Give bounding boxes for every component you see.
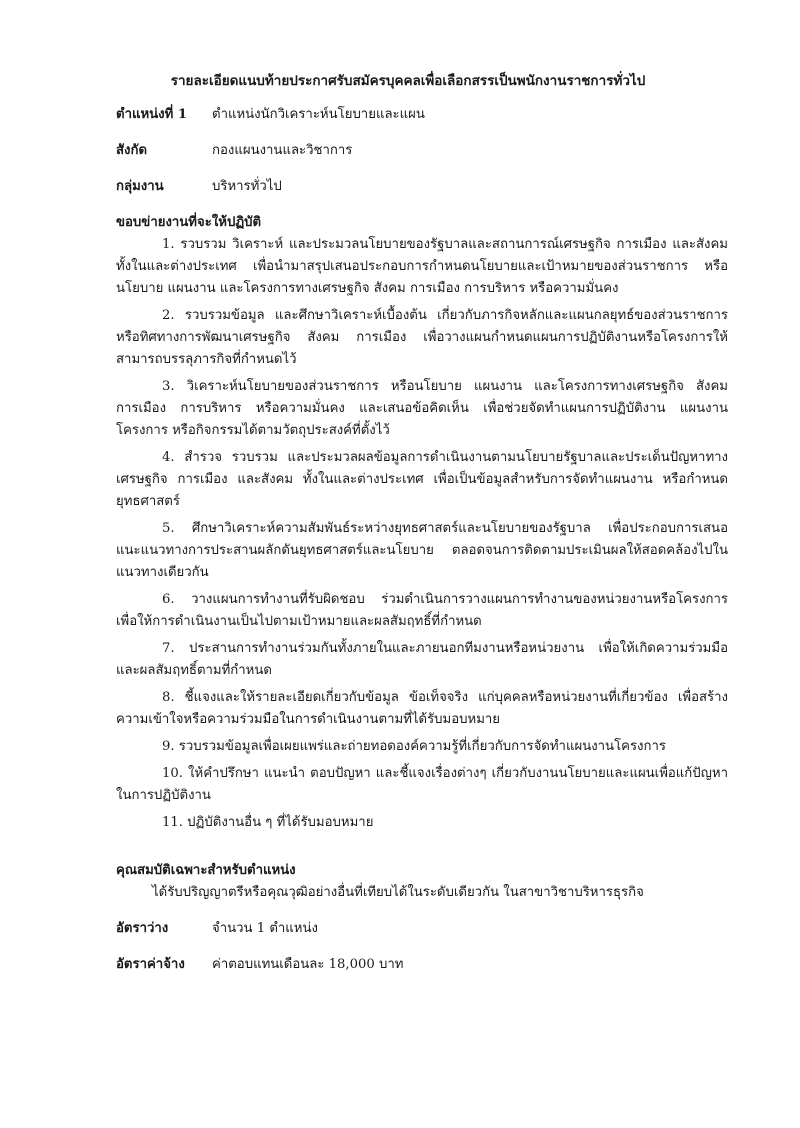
- document-title: รายละเอียดแนบท้ายประกาศรับสมัครบุคคลเพื่อเลือกสรรเป็นพนักงานราชการทั่วไป: [170, 73, 646, 89]
- duty-item: 6. วางแผนการทำงานที่รับผิดชอบ ร่วมดำเนินการวางแผนการทำงานของหน่วยงานหรือโครงการ เพื่อให้การดำเนินงานเป็นไปตามเป้าหมายและผลสัมฤทธิ์ที่กำหนด: [116, 592, 728, 629]
- duty-item: 11. ปฏิบัติงานอื่น ๆ ที่ได้รับมอบหมาย: [162, 815, 374, 830]
- group-label: กลุ่มงาน: [116, 179, 164, 194]
- qualification-heading: คุณสมบัติเฉพาะสำหรับตำแหน่ง: [116, 863, 296, 878]
- wage-label: อัตราค่าจ้าง: [116, 957, 185, 972]
- wage-value: ค่าตอบแทนเดือนละ 18,000 บาท: [212, 957, 404, 972]
- group-row: [116, 176, 728, 198]
- affiliation-label: สังกัด: [116, 143, 148, 158]
- duty-item: 7. ประสานการทำงานร่วมกันทั้งภายในและภายนอกทีมงานหรือหน่วยงาน เพื่อให้เกิดความร่วมมือและผลสัมฤทธิ์ตามที่กำหนด: [116, 641, 728, 678]
- duty-item: 1. รวบรวม วิเคราะห์ และประมวลนโยบายของรัฐบาลและสถานการณ์เศรษฐกิจ การเมือง และสังคม ทั้งในและต่างประเทศ เพื่อนำมาสรุปเสนอประกอบการกำหนดนโยบายและเป้าหมายของส่วนราชการ หรือนโยบาย แผนงาน และโครงการทางเศรษฐกิจ สังคม การเมือง การบริหาร หรือความมั่นคง: [116, 237, 728, 296]
- position-value: ตำแหน่งนักวิเคราะห์นโยบายและแผน: [212, 107, 425, 122]
- vacancy-label: อัตราว่าง: [116, 921, 169, 936]
- duty-item: 8. ชี้แจงและให้รายละเอียดเกี่ยวกับข้อมูล ข้อเท็จจริง แก่บุคคลหรือหน่วยงานที่เกี่ยวข้อง เพื่อสร้างความเข้าใจหรือความร่วมมือในการดำเนินงานตามที่ได้รับมอบหมาย: [116, 690, 728, 727]
- vacancy-value: จำนวน 1 ตำแหน่ง: [212, 921, 318, 936]
- position-row: [116, 104, 728, 126]
- qualification-text: ได้รับปริญญาตรีหรือคุณวุฒิอย่างอื่นที่เทียบได้ในระดับเดียวกัน ในสาขาวิชาบริหารธุรกิจ: [152, 885, 644, 900]
- duty-item: 5. ศึกษาวิเคราะห์ความสัมพันธ์ระหว่างยุทธศาสตร์และนโยบายของรัฐบาล เพื่อประกอบการเสนอแนะแนวทางการประสานผลักดันยุทธศาสตร์และนโยบาย ตลอดจนการติดตามประเมินผลให้สอดคล้องไปในแนวทางเดียวกัน: [116, 521, 728, 580]
- duties-list: [116, 234, 728, 834]
- duties-heading: ขอบข่ายงานที่จะให้ปฏิบัติ: [116, 215, 262, 230]
- duty-item: 9. รวบรวมข้อมูลเพื่อเผยแพร่และถ่ายทอดองค์ความรู้ที่เกี่ยวกับการจัดทำแผนงานโครงการ: [162, 739, 666, 754]
- group-value: บริหารทั่วไป: [212, 179, 282, 194]
- duty-item: 4. สำรวจ รวบรวม และประมวลผลข้อมูลการดำเนินงานตามนโยบายรัฐบาลและประเด็นปัญหาทางเศรษฐกิจ การเมือง และสังคม ทั้งในและต่างประเทศ เพื่อเป็นข้อมูลสำหรับการจัดทำแผนงาน หรือกำหนดยุทธศาสตร์: [116, 450, 728, 509]
- affiliation-value: กองแผนงานและวิชาการ: [212, 143, 353, 158]
- affiliation-row: [116, 140, 728, 162]
- duty-item: 10. ให้คำปรึกษา แนะนำ ตอบปัญหา และชี้แจงเรื่องต่างๆ เกี่ยวกับงานนโยบายและแผนเพื่อแก้ปัญหาในการปฏิบัติงาน: [116, 766, 728, 803]
- duty-item: 3. วิเคราะห์นโยบายของส่วนราชการ หรือนโยบาย แผนงาน และโครงการทางเศรษฐกิจ สังคม การเมือง การบริหาร หรือความมั่นคง และเสนอข้อคิดเห็น เพื่อช่วยจัดทำแผนการปฏิบัติงาน แผนงาน โครงการ หรือกิจกรรมได้ตามวัตถุประสงค์ที่ตั้งไว้: [116, 379, 728, 438]
- duty-item: 2. รวบรวมข้อมูล และศึกษาวิเคราะห์เบื้องต้น เกี่ยวกับภารกิจหลักและแผนกลยุทธ์ของส่วนราชการ หรือทิศทางการพัฒนาเศรษฐกิจ สังคม การเมือง เพื่อวางแผนกำหนดแผนการปฏิบัติงานหรือโครงการให้สามารถบรรลุภารกิจที่กำหนดไว้: [116, 308, 728, 367]
- vacancy-row: [116, 918, 728, 940]
- wage-row: [116, 954, 728, 976]
- position-label: ตำแหน่งที่ 1: [116, 107, 188, 122]
